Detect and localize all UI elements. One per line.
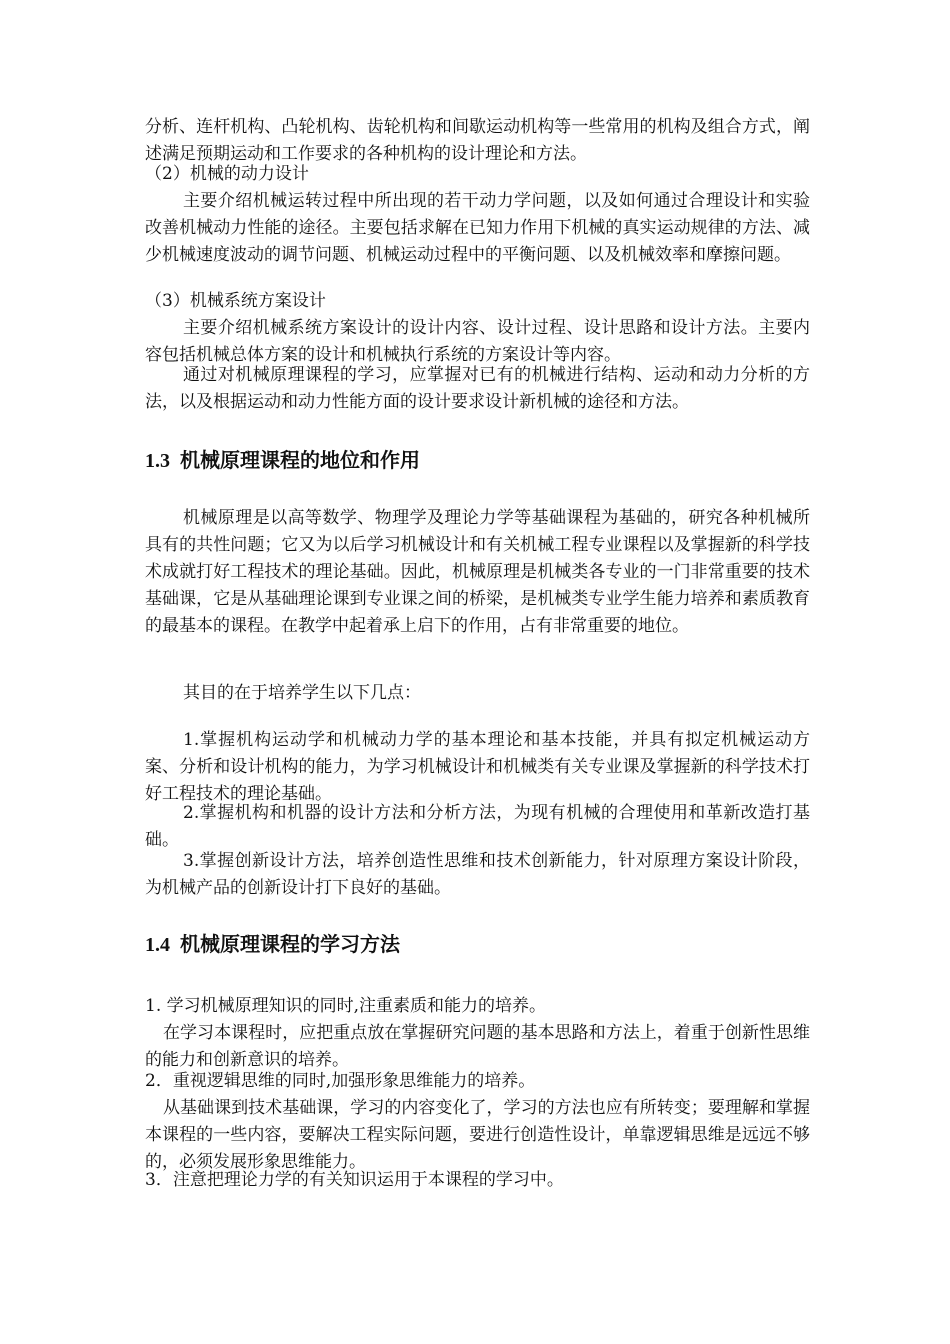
subsection-3-body: 主要介绍机械系统方案设计的设计内容、设计过程、设计思路和设计方法。主要内容包括机械总体方案的设计和机械执行系统的方案设计等内容。 [145, 318, 810, 365]
section-title: 机械原理课程的学习方法 [180, 932, 400, 956]
subsection-2-body: 主要介绍机械运转过程中所出现的若干动力学问题，以及如何通过合理设计和实验改善机械动力性能的途径。主要包括求解在已知力作用下机械的真实运动规律的方法、减少机械速度波动的调节问题、机械运动过程中的平衡问题、以及机械效率和摩擦问题。 [145, 191, 810, 265]
method-item-1-body: 在学习本课程时，应把重点放在掌握研究问题的基本思路和方法上，着重于创新性思维的能力和创新意识的培养。 [145, 1023, 810, 1070]
aim-item-2: 2.掌握机构和机器的设计方法和分析方法，为现有机械的合理使用和革新改造打基础。 [145, 803, 810, 850]
section-1-3-paragraph: 机械原理是以高等数学、物理学及理论力学等基础课程为基础的，研究各种机械所具有的共性问题；它又为以后学习机械设计和有关机械工程专业课程以及掌握新的科学技术成就打好工程技术的理论基础。因此，机械原理是机械类各专业的一门非常重要的技术基础课，它是从基础理论课到专业课之间的桥梁，是机械类专业学生能力培养和素质教育的最基本的课程。在教学中起着承上启下的作用，占有非常重要的地位。 [145, 508, 810, 636]
method-item-1-title: 1. 学习机械原理知识的同时,注重素质和能力的培养。 [145, 996, 547, 1016]
aim-item-3: 3.掌握创新设计方法，培养创造性思维和技术创新能力，针对原理方案设计阶段，为机械产品的创新设计打下良好的基础。 [145, 851, 810, 898]
method-item-2-body: 从基础课到技术基础课，学习的内容变化了，学习的方法也应有所转变；要理解和掌握本课程的一些内容，要解决工程实际问题，要进行创造性设计，单靠逻辑思维是远远不够的，必须发展形象思维能力。 [145, 1098, 810, 1172]
section-number: 1.4 [145, 934, 170, 956]
section-1-4-heading [145, 930, 400, 959]
aim-item-1: 1.掌握机构运动学和机械动力学的基本理论和基本技能，并具有拟定机械运动方案、分析和设计机构的能力，为学习机械设计和机械类有关专业课及掌握新的科学技术打好工程技术的理论基础。 [145, 730, 810, 804]
summary-paragraph: 通过对机械原理课程的学习，应掌握对已有的机械进行结构、运动和动力分析的方法，以及根据运动和动力性能方面的设计要求设计新机械的途径和方法。 [145, 365, 810, 412]
method-item-3-title: 3．注意把理论力学的有关知识运用于本课程的学习中。 [145, 1170, 564, 1190]
method-item-2-title: 2．重视逻辑思维的同时,加强形象思维能力的培养。 [145, 1071, 536, 1091]
section-1-3-heading [145, 446, 420, 475]
subsection-3-title: （3）机械系统方案设计 [145, 291, 326, 311]
section-number: 1.3 [145, 450, 170, 472]
section-title: 机械原理课程的地位和作用 [180, 448, 420, 472]
subsection-2-title: （2）机械的动力设计 [145, 164, 309, 184]
aims-intro: 其目的在于培养学生以下几点： [183, 683, 421, 703]
intro-paragraph: 分析、连杆机构、凸轮机构、齿轮机构和间歇运动机构等一些常用的机构及组合方式，阐述满足预期运动和工作要求的各种机构的设计理论和方法。 [145, 117, 810, 164]
